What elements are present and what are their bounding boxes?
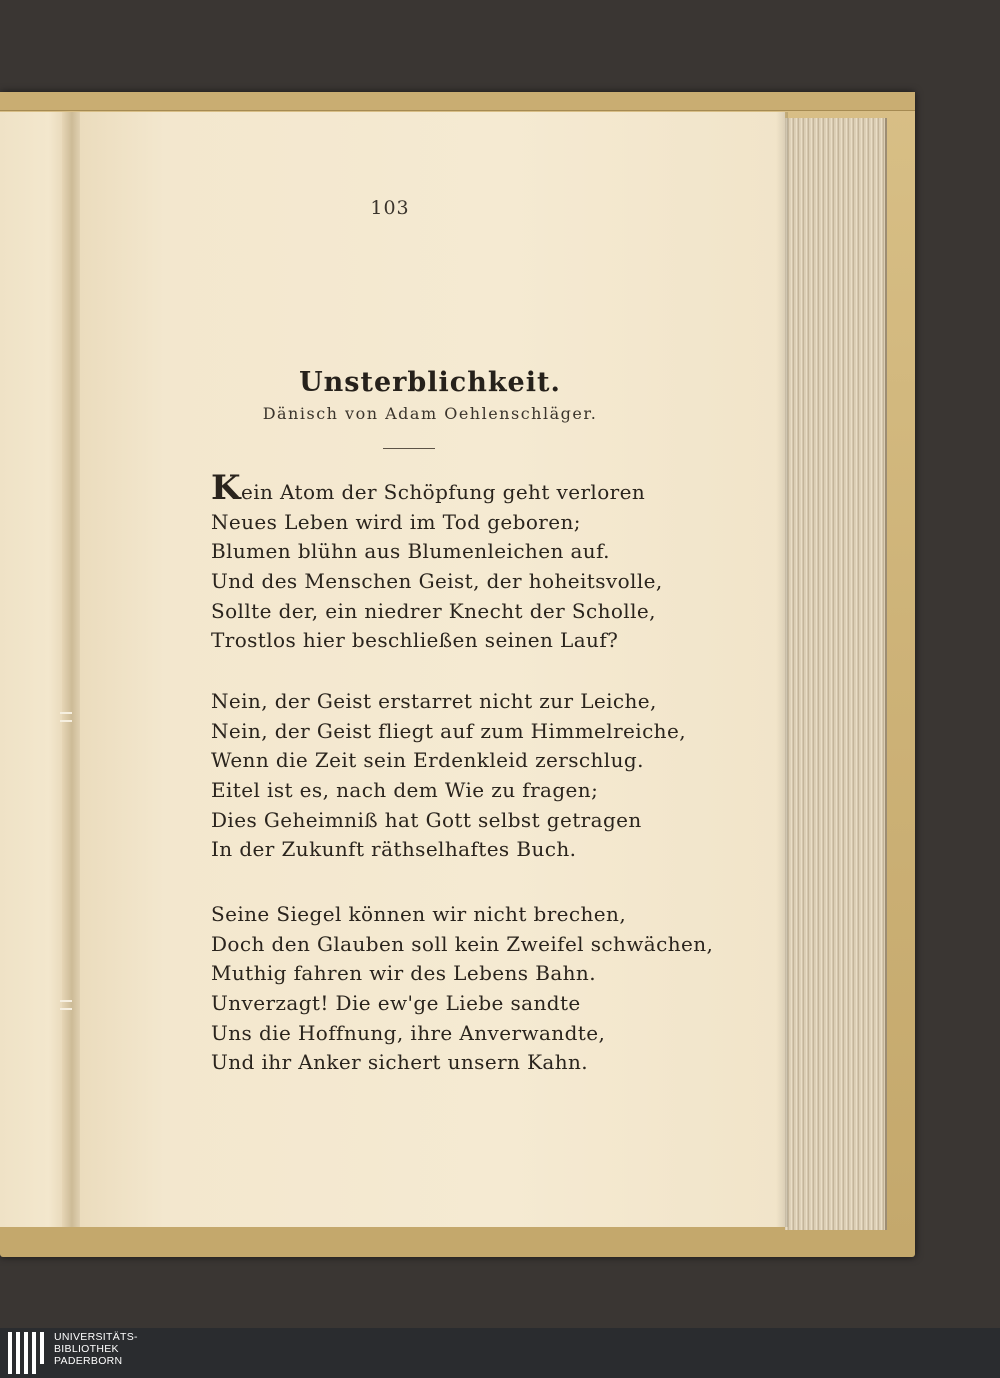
poem-line: Dies Geheimniß hat Gott selbst getragen (211, 807, 642, 832)
poem-line: Und ihr Anker sichert unsern Kahn. (211, 1050, 589, 1075)
stanza-2 (211, 687, 686, 865)
poem-line: Trostlos hier beschließen seinen Lauf? (211, 628, 619, 653)
poem-line: In der Zukunft räthselhaftes Buch. (211, 837, 577, 862)
drop-initial: K (211, 468, 241, 508)
left-page (0, 112, 70, 1227)
poem-line: Muthig fahren wir des Lebens Bahn. (211, 961, 596, 986)
poem-line: Seine Siegel können wir nicht brechen, (211, 902, 627, 926)
page-edge-shadow (776, 112, 788, 1227)
library-name (54, 1331, 138, 1367)
page-fore-edge (785, 118, 887, 1230)
library-name-line3: PADERBORN (54, 1355, 123, 1367)
poem-line: Blumen blühn aus Blumenleichen auf. (211, 539, 610, 564)
poem-line: Eitel ist es, nach dem Wie zu fragen; (211, 778, 599, 803)
library-footer (0, 1328, 1000, 1378)
poem-line: Nein, der Geist fliegt auf zum Himmelreiche, (211, 718, 686, 743)
library-logo-icon (8, 1332, 48, 1374)
poem-line: Neues Leben wird im Tod geboren; (211, 509, 581, 534)
poem-title: Unsterblichkeit. (299, 367, 561, 398)
poem-line: Nein, der Geist erstarret nicht zur Leiche, (211, 689, 657, 713)
poem-subtitle: Dänisch von Adam Oehlenschläger. (262, 404, 598, 423)
poem-line: Kein Atom der Schöpfung geht verloren (211, 468, 646, 508)
stanza-3 (211, 900, 714, 1078)
library-name-line1: UNIVERSITÄTS- (54, 1331, 138, 1343)
poem-line: Sollte der, ein niedrer Knecht der Scholle, (211, 598, 656, 623)
stanza-1 (211, 468, 671, 656)
poem-line: Und des Menschen Geist, der hoheitsvolle, (211, 569, 663, 594)
library-name-line2: BIBLIOTHEK (54, 1343, 119, 1355)
title-divider (383, 448, 435, 449)
poem-line: Unverzagt! Die ew'ge Liebe sandte (211, 991, 581, 1016)
page-number: 103 (370, 197, 410, 219)
poem-line: Doch den Glauben soll kein Zweifel schwächen, (211, 931, 714, 956)
binding-stitch (60, 712, 72, 722)
poem-line: Wenn die Zeit sein Erdenkleid zerschlug. (211, 748, 644, 773)
binding-stitch (60, 1000, 72, 1010)
cover-edge (0, 92, 915, 111)
poem-line: Uns die Hoffnung, ihre Anverwandte, (211, 1020, 606, 1045)
